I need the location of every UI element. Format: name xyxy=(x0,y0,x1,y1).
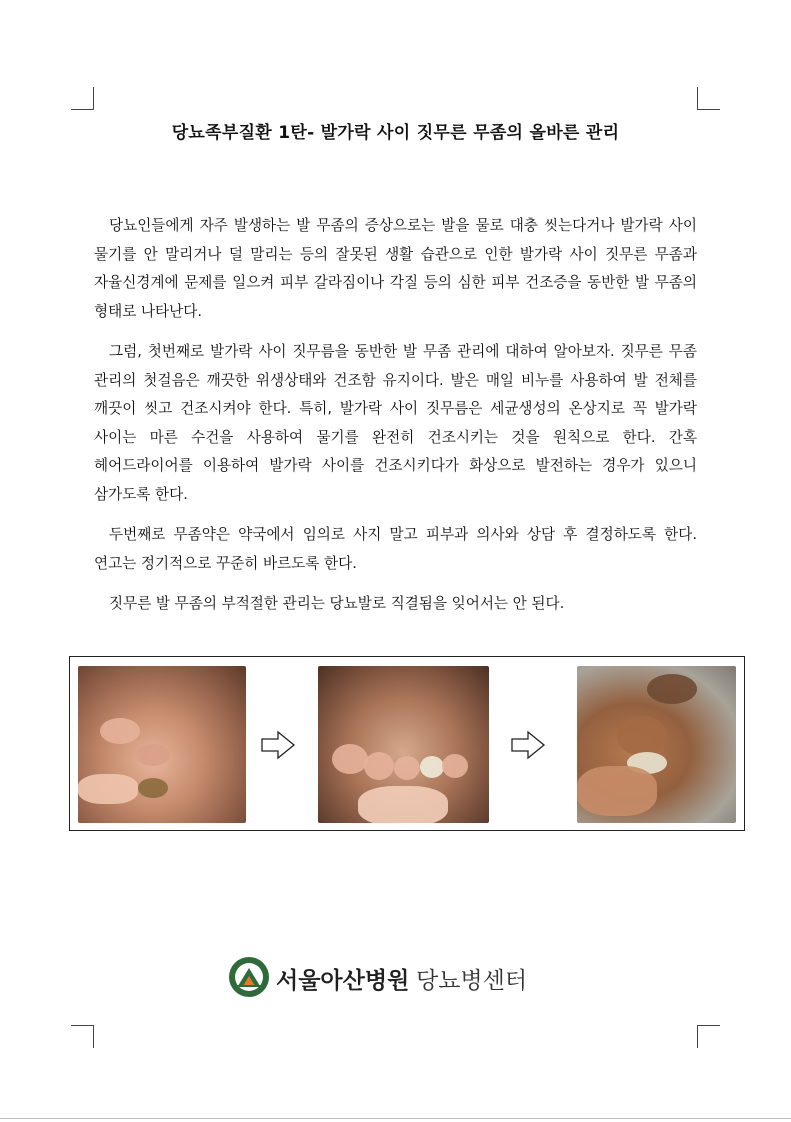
crop-mark-top-left xyxy=(71,87,94,110)
photo-toe-gap-closeup xyxy=(577,666,736,823)
document-body xyxy=(94,212,697,631)
page-bottom-divider xyxy=(0,1118,791,1119)
crop-mark-bottom-left xyxy=(71,1025,94,1048)
photo-foot-toes-before xyxy=(78,666,246,823)
department-name: 당뇨병센터 xyxy=(416,968,528,994)
photo-foot-toes-spread xyxy=(318,666,489,823)
right-arrow-icon xyxy=(510,730,546,760)
hospital-name: 서울아산병원 xyxy=(276,968,410,994)
crop-mark-top-right xyxy=(697,87,720,110)
paragraph-1: 당뇨인들에게 자주 발생하는 발 무좀의 증상으로는 발을 물로 대충 씻는다거나 발가락 사이 물기를 안 말리거나 덜 말리는 등의 잘못된 생활 습관으로 인한 발가락 사이 짓무른 무좀과 자율신경계에 문제를 일으켜 피부 갈라짐이나 각질 등의 심한 피부 건조증을 동반한 발 무좀의 형태로 나타난다. xyxy=(94,217,697,320)
paragraph-2: 그럼, 첫번째로 발가락 사이 짓무름을 동반한 발 무좀 관리에 대하여 알아보자. 짓무른 무좀 관리의 첫걸음은 깨끗한 위생상태와 건조함 유지이다. 발은 매일 비누를 사용하여 발 전체를 깨끗이 씻고 건조시켜야 한다. 특히, 발가락 사이 짓무름은 세균생성의 온상지로 꼭 발가락 사이는 마른 수건을 사용하여 물기를 완전히 건조시키는 것을 원칙으로 한다. 간혹 헤어드라이어를 이용하여 발가락 사이를 건조시키다가 화상으로 발전하는 경우가 있으니 삼가도록 한다. xyxy=(94,343,697,503)
paragraph-4: 짓무른 발 무좀의 부적절한 관리는 당뇨발로 직결됨을 잊어서는 안 된다. xyxy=(109,595,565,612)
asan-foundation-emblem-icon xyxy=(228,956,270,998)
document-title: 당뇨족부질환 1탄- 발가락 사이 짓무른 무좀의 올바른 관리 xyxy=(171,123,620,143)
paragraph-3: 두번째로 무좀약은 약국에서 임의로 사지 말고 피부과 의사와 상담 후 결정하도록 한다. 연고는 정기적으로 꾸준히 바르도록 한다. xyxy=(94,526,697,572)
crop-mark-bottom-right xyxy=(697,1025,720,1048)
hospital-logo xyxy=(228,956,528,998)
photo-sequence-box xyxy=(69,656,745,831)
right-arrow-icon xyxy=(260,730,296,760)
